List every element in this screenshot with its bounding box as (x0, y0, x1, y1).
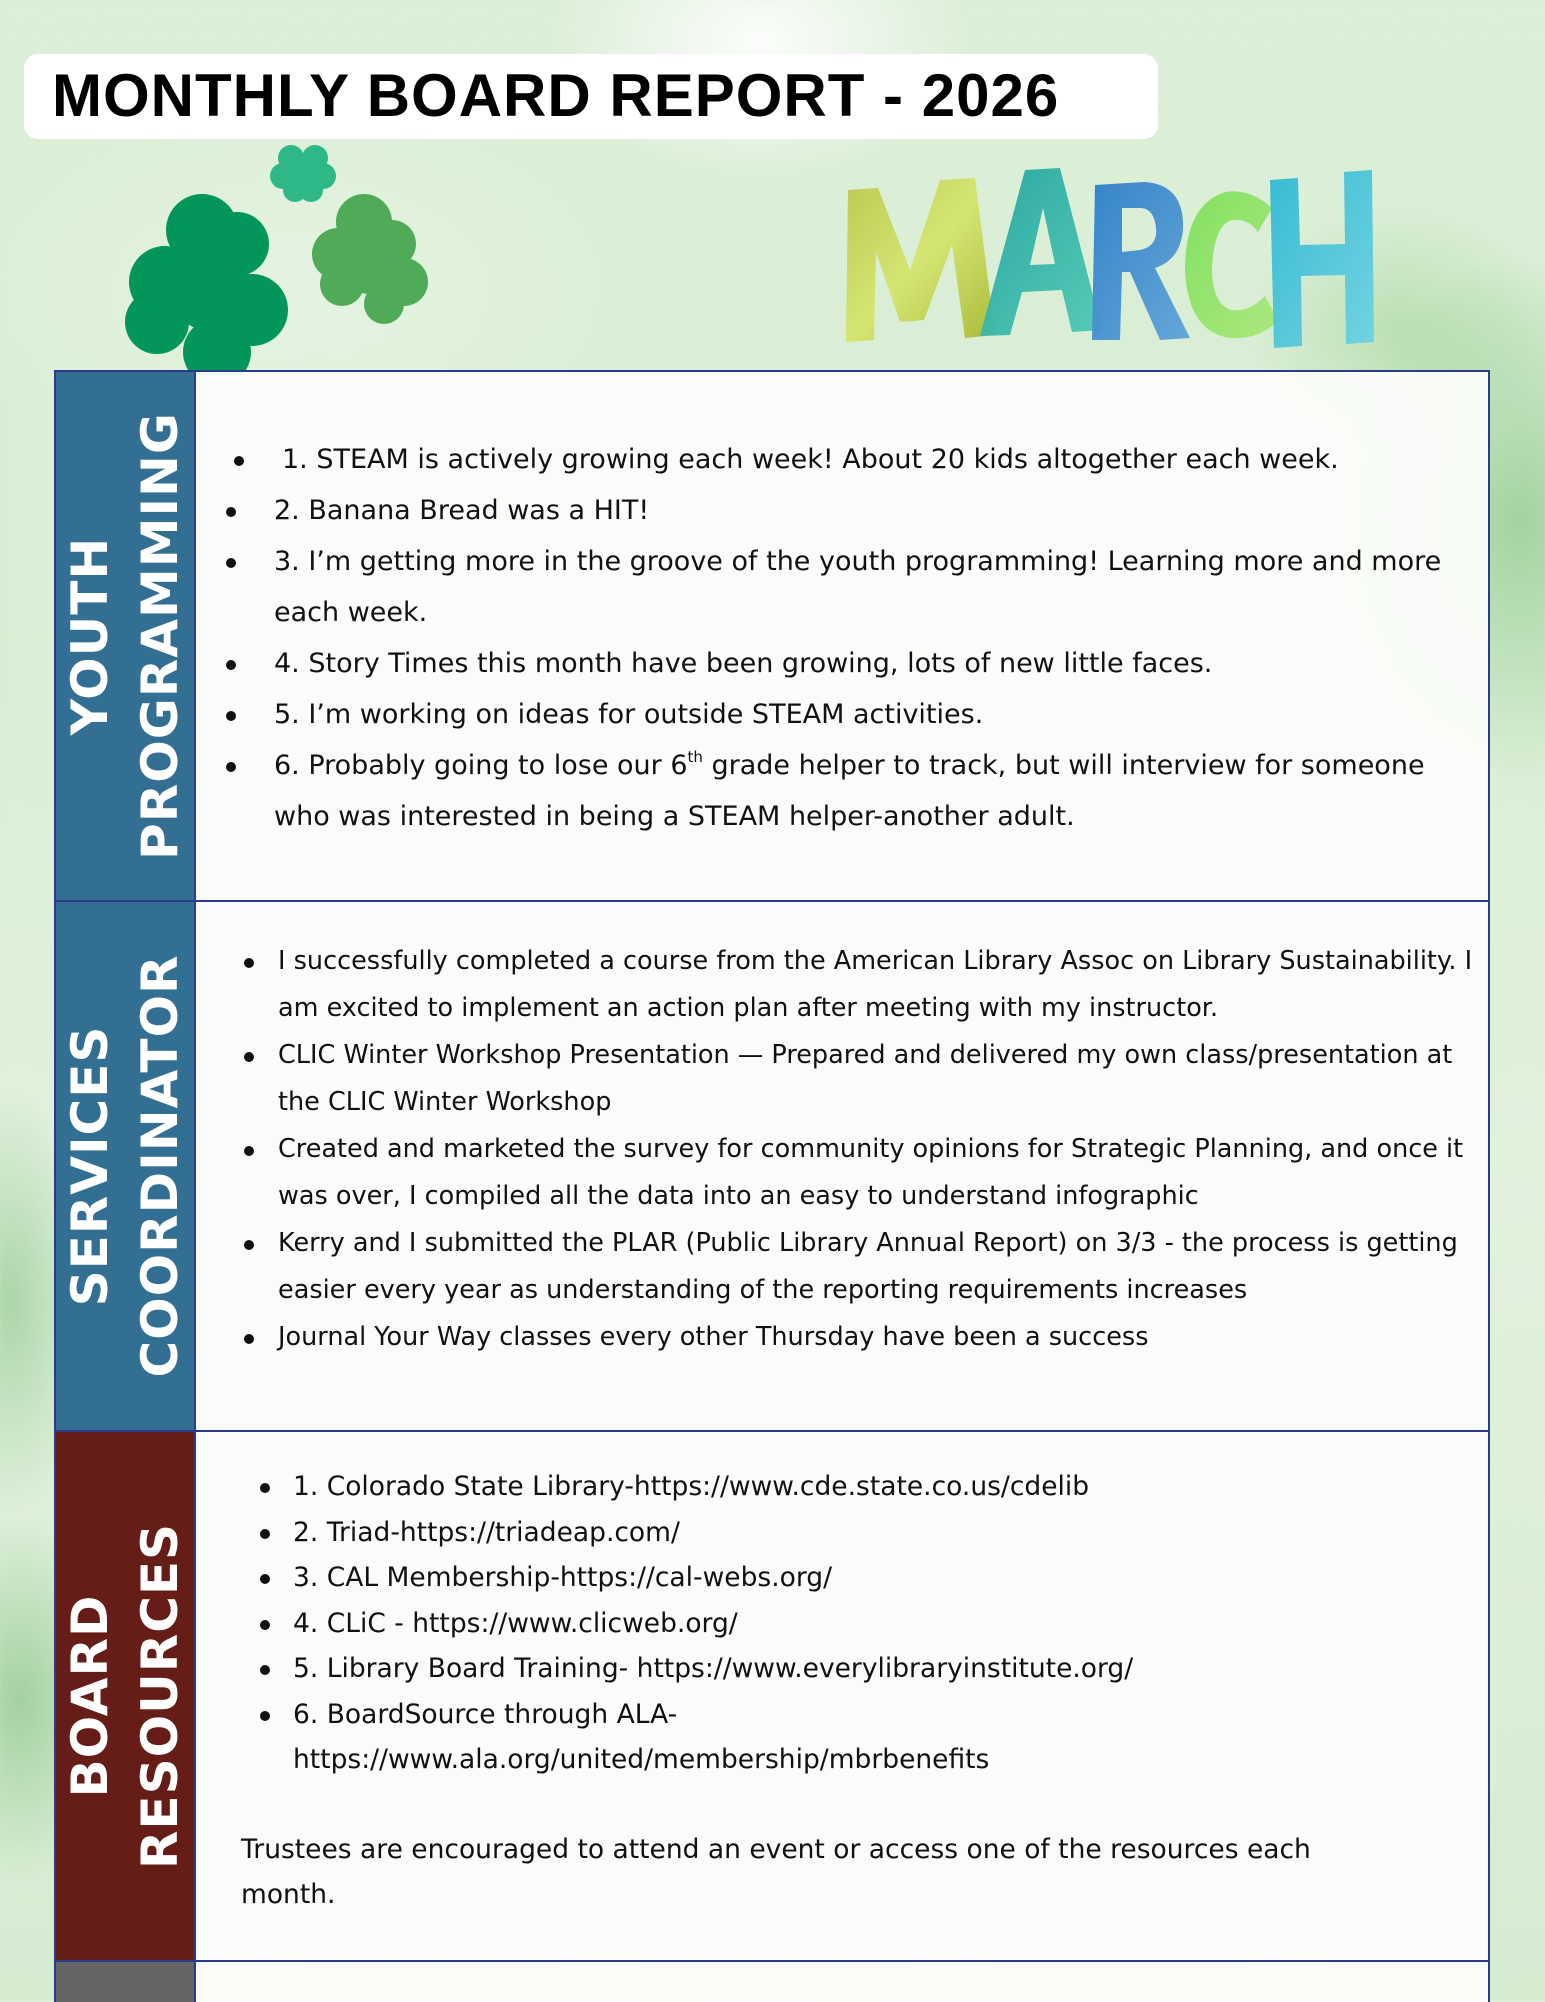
march-letter-r (1092, 182, 1190, 340)
march-letter-a (980, 168, 1102, 336)
bullet-list (278, 938, 1478, 1361)
bullet-list (274, 434, 1462, 842)
shamrock-icon (125, 194, 288, 375)
march-graphic (840, 160, 1385, 355)
list-item: I successfully completed a course from the American Library Assoc on Library Sustainability. I am excited to implement an action plan after meeting with my instructor. (278, 938, 1478, 1032)
shamrock-decoration (110, 130, 450, 375)
section-label-cell (56, 372, 196, 900)
list-item: Journal Your Way classes every other Thursday have been a success (278, 1314, 1478, 1361)
section-content (196, 372, 1488, 900)
list-item: 1. STEAM is actively growing each week! About 20 kids altogether each week. (282, 434, 1462, 485)
list-item: 4. CLiC - https://www.clicweb.org/ (293, 1601, 1443, 1647)
shamrock-icon (270, 145, 336, 202)
section-label-cell (56, 1962, 196, 2002)
list-item: 5. Library Board Training- https://www.everylibraryinstitute.org/ (293, 1646, 1443, 1692)
section-label: SERVICES COORDINATOR (61, 954, 189, 1378)
section-content (196, 1962, 1488, 2002)
shamrock-icon (312, 194, 428, 324)
bullet-list (293, 1464, 1443, 1783)
section-label: BOARD RESOURCES (61, 1522, 189, 1870)
section-content (196, 902, 1488, 1430)
section-services-coordinator (56, 902, 1488, 1432)
list-item: Created and marketed the survey for community opinions for Strategic Planning, and once it was over, I compiled all the data into an easy to understand infographic (278, 1126, 1478, 1220)
list-item: 4. Story Times this month have been growing, lots of new little faces. (274, 638, 1462, 689)
report-table (54, 370, 1490, 2002)
list-item: 2. Triad-https://triadeap.com/ (293, 1510, 1443, 1556)
list-item: 3. CAL Membership-https://cal-webs.org/ (293, 1555, 1443, 1601)
march-letter-c (1185, 191, 1278, 338)
page-title: MONTHLY BOARD REPORT - 2026 (52, 62, 1060, 129)
list-item: 6. Probably going to lose our 6th grade helper to track, but will interview for someone who was interested in being a STEAM helper-another adult. (274, 740, 1462, 842)
list-item: 1. Colorado State Library-https://www.cde.state.co.us/cdelib (293, 1464, 1443, 1510)
list-item: Kerry and I submitted the PLAR (Public Library Annual Report) on 3/3 - the process is getting easier every year as understanding of the reporting requirements increases (278, 1220, 1478, 1314)
section-youth-programming (56, 372, 1488, 902)
list-item: 6. BoardSource through ALA- https://www.ala.org/united/membership/mbrbenefits (293, 1692, 993, 1783)
list-item: 5. I’m working on ideas for outside STEAM activities. (274, 689, 1462, 740)
section-next (56, 1962, 1488, 2002)
march-letters (846, 168, 1374, 348)
section-label: YOUTH PROGRAMMING (61, 412, 189, 860)
title-banner (24, 54, 1158, 139)
section-content (196, 1432, 1488, 1960)
section-label-cell (56, 1432, 196, 1960)
march-letter-m (846, 178, 995, 342)
section-board-resources (56, 1432, 1488, 1962)
list-item: 3. I’m getting more in the groove of the youth programming! Learning more and more each week. (274, 536, 1462, 638)
board-note: Trustees are encouraged to attend an event or access one of the resources each month. (241, 1834, 1311, 1910)
list-item: 2. Banana Bread was a HIT! (274, 485, 1462, 536)
list-item: CLIC Winter Workshop Presentation — Prepared and delivered my own class/presentation at the CLIC Winter Workshop (278, 1032, 1478, 1126)
section-label-cell (56, 902, 196, 1430)
march-letter-h (1270, 170, 1374, 348)
